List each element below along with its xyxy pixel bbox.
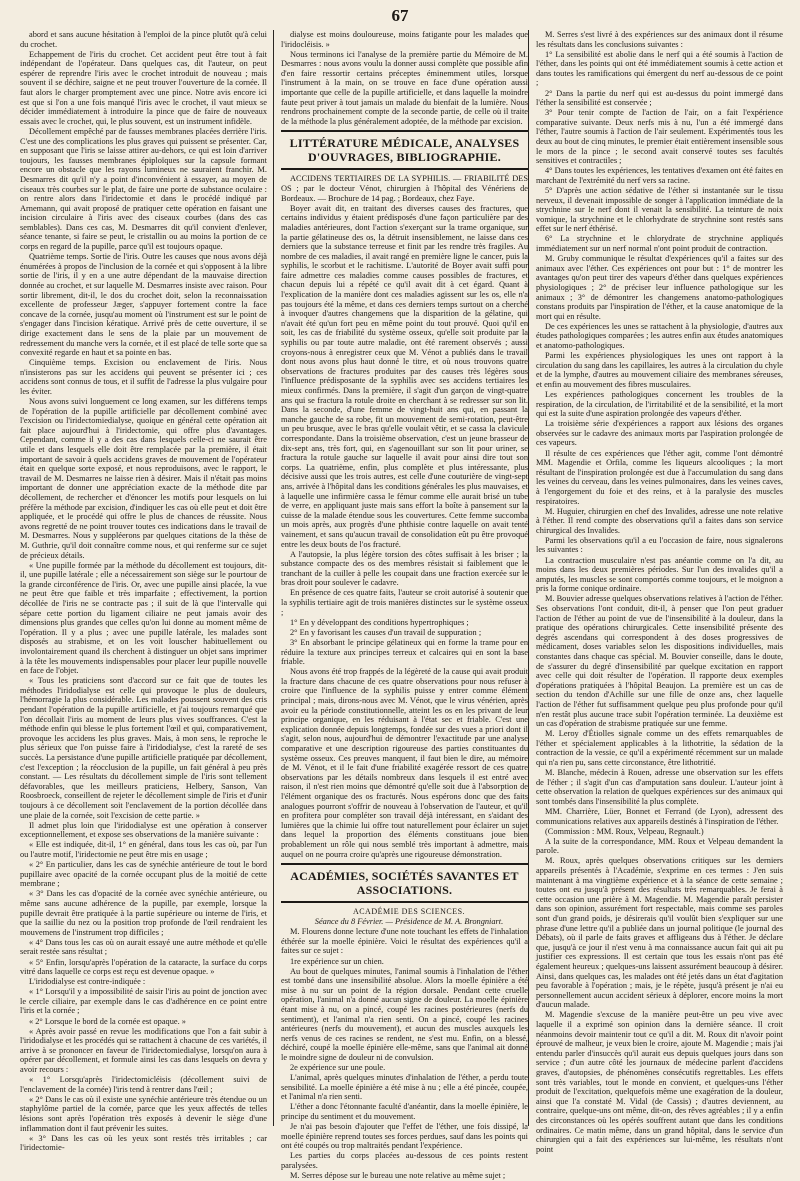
paragraph: M. Gruby communique le résultat d'expériences qu'il a faites sur des animaux avec l'éther. Ces expériences ont pour but : 1° de montrer les avantages qu'on peut tirer des vapeurs d'éther dans quelques expériences physiologiques ; 2° de préciser leur influence pathologique sur les animaux ; 3° de démontrer les changemens anatomo-pathologiques constans produits par l'inspiration de l'éther, et la cause anatomique de la mort qui en résulte. xyxy=(536,254,783,321)
column-right xyxy=(536,30,783,1154)
paragraph: Nous avons été trop frappés de la légèreté de la cause qui avait produit la fracture dans chacune de ces quatre observations pour nous refuser à croire que l'influence de la syphilis puisse y entrer comme élément principal ; mais, dirons-nous avec M. Vénot, que le virus vénérien, après avoir eu la période constitutionnelle, atteint les os en les privant de leur principe organique, en les réduisant à l'état sec et friable. C'est une explication donnée depuis longtemps, fondée sur des vues a priori dont il s'agit, selon nous, aujourd'hui de démontrer l'exactitude par une analyse comparative et une description rigoureuse des parties constituantes du système osseux. Ces preuves manquent, il faut bien le dire, au mémoire de M. Vénot, et il le fait d'une friabilité exagérée ressort de ces quatre observations par les détails nombreux dans lesquels il est entré avec raison, il n'est rien moins que démontré qu'elle soit due à l'absorption de l'élément organique des os fracturés. Nous espérons donc que des faits analogues pourront s'offrir de nouveau à l'observation de l'auteur, et qu'il en profitera pour compléter son travail déjà intéressant, en s'aidant des lumières que la chimie lui offre tout naturellement pour éclairer un sujet dans lequel la proportion des éléments constituans joue bien probablement un rôle qui nous semblé très important à admettre, mais auquel on ne pourra croire qu'après une rigoureuse démonstration. xyxy=(281,667,528,859)
paragraph: 6° La strychnine et le chlorydrate de strychnine appliqués immédiatement sur un nerf normal n'ont point produit de contraction. xyxy=(536,234,783,254)
column-left xyxy=(20,30,267,1153)
paragraph: (Commission : MM. Roux, Velpeau, Regnault.) xyxy=(545,826,704,836)
paragraph: En présence de ces quatre faits, l'auteur se croit autorisé à soutenir que la syphilis tertiaire agit de trois manières distinctes sur le système osseux ; xyxy=(281,588,528,617)
paragraph: abord et sans aucune hésitation à l'emploi de la pince plutôt qu'à celui du crochet. xyxy=(20,30,267,49)
academy-subheading: ACADÉMIE DES SCIENCES. xyxy=(352,907,466,917)
paragraph: M. Leroy d'Étiolles signale comme un des effets remarquables de l'éther et spécialement applicables à la lithotritie, la sédation de la contraction de la vessie, ce qu'il a expérimenté récemment sur un malade qui n'a rien pu, sans cette circonstance, être lithotritié. xyxy=(536,729,783,768)
paragraph: « 2° Lorsque le bord de la cornée est opaque. » xyxy=(29,1016,186,1026)
paragraph: 1° La sensibilité est abolie dans le nerf qui a été soumis à l'action de l'éther, dans les points qui ont été immédiatement soumis à cette action et dans toutes les ramifications qui émergent du nerf au-dessous de ce point ; xyxy=(536,49,783,88)
paragraph: dialyse est moins douloureuse, moins fatigante pour les malades que l'iridocléisis. » xyxy=(281,30,528,49)
paragraph: La contraction musculaire n'est pas anéantie comme on l'a dit, au moins dans les deux premières périodes. Sur l'un des invalides qu'il a amputés, les muscles se sont comportés comme toujours, et le moignon a pris la forme conique ordinaire. xyxy=(536,555,783,594)
paragraph: 5° D'après une action sédative de l'éther si instantanée sur le tissu nerveux, il devenait impossible de songer à l'application immédiate de la strychnine sur le nerf dont il venait la sensibilité. La teinture de noix vomique, la strychnine et le chlorhydrate de strychnine sont restés sans effet sur le nerf éthérisé. xyxy=(536,186,783,234)
paragraph: L'animal, après quelques minutes d'inhalation de l'éther, a perdu toute sensibilité. La moelle épinière a été mise à nu ; elle a été pincée, coupée, et l'animal n'a rien senti. xyxy=(281,1073,528,1102)
academies-body xyxy=(281,927,528,1180)
paragraph: 2° En y favorisant les causes d'un travail de suppuration ; xyxy=(290,627,482,637)
paragraph: Parmi les expériences physiologiques les unes ont rapport à la circulation du sang dans les capillaires, les autres à la circulation du chyle et de la lymphe, d'autres au mouvement ciliaire des membranes séreuses, et enfin au mouvement des fibres musculaires. xyxy=(536,351,783,389)
paragraph: Quatrième temps. Sortie de l'iris. Outre les causes que nous avons déjà énumérées à propos de l'inclusion de la cornée et qui s'opposent à la libre sortie de l'iris, il y en a une autre dépendant de la mauvaise direction donnée au crochet, et sur laquelle M. Desmarres insiste avec raison. Pour sortir librement, dit-il, le dos du crochet doit, selon la reconnaissation excellente de professeur Jæger, s'appuyer fortement contre la face concave de la cornée, jusqu'au moment où l'instrument est sur le point de s'engager dans l'incision kératique. Arrivé près de cette ouverture, il se dirige exactement dans le sens de la plaie par un mouvement de redressement du manche vers la cornée, et il est placé de telle sorte que sa convexité regarde en haut et sa pointe en bas. xyxy=(20,252,267,358)
paragraph: 4° Dans toutes les expériences, les tentatives d'examen ont été faites en marchant de l'extrémité du nerf vers sa racine. xyxy=(536,166,783,185)
paragraph: Boyer avait dit, en traitant des diverses causes des fractures, que certains individus y étaient prédisposés d'une façon particulière par des maladies antérieures, dont l'action s'exerçant sur la trame organique, sur la partie gélatineuse des os, la détruit insensiblement, ne laisse dans ces derniers que la substance terreuse et finit par les rendre très fragiles. Au nombre de ces maladies, il avait rangé en première ligne le cancer, puis la syphilis, le scorbut et le rachitisme. L'autorité de Boyer avait suffi pour faire admettre ces maladies comme causes possibles de fractures, et chacun depuis lui a répété ce qu'il avait dit à cet égard. Quant à l'explication de la manière dont ces maladies agissent sur les os, elle n'a pas toujours été la même, et dans ces derniers temps surtout on a cherché à invoquer d'autres changemens que la disparition de la gélatine, qui n'avait été qu'un fort peu en même point du tout prouvé. Quoi qu'il en soit, les cas de friabilité du système osseux, qu'elle soit produite par la syphilis ou par toute autre maladie, ont été rarement observés ; aussi croyons-nous à enregistrer ceux que M. Vénot a publiés dans le travail dont nous avons plus haut donné le titre, et où nous trouvons quatre observations de fractures produites par des causes très légères sous l'influence prédisposante de la syphilis avec ses accidens tertiaires les mieux confirmés. Dans la première, il s'agit d'un garçon de vingt-quatre ans qui se fractura la rotule droite en cherchant à se redresser sur son lit. Dans la seconde, d'une femme de vingt-huit ans qui, en passant la manche gauche de sa robe, fit un mouvement de semi-rotation, peut-être un peu brusque, avec le bras qu'elle voulait vêtir, et se cassa la clavicule correspondante. Dans la troisième observation, c'est un jeune brasseur de dix-sept ans, très fort, qui, en s'agenouillant sur son lit pour uriner, se fractura la rotule gauche sur laquelle il avait pour ainsi dire tout son corps. La quatrième, enfin, plus complète et plus intéressante, plus décisive aussi que les trois autres, est celle d'une couturière de vingt-sept ans, arrivée à l'hôpital dans les conditions générales les plus mauvaises, et à laquelle une infirmière cassa le fémur comme elle aurait brisé un tube de verre, en appliquant juste mais sans effort la boîte à pansement sur la cuisse de la malade étendue sous les couvertures. Cette femme succomba un mois après, aux progrès d'une phthisie contre laquelle on avait tenté vainement, et sans qu'aucun travail de consolidation eût pu être provoqué entre les deux bouts de l'os fracturé. xyxy=(281,203,528,549)
paragraph: M. Magendie s'excuse de la manière peut-être un peu vive avec laquelle il a exprimé son opinion dans la dernière séance. Il croit néanmoins devoir maintenir tout ce qu'il a dit. M. Roux dit n'avoir point éprouvé de malheur, je veux bien le croire, ajoute M. Magendie ; mais j'ai entendu parler d'insuccès qu'il aurait eus depuis quelques jours dans son service ; d'un autre côté les journaux de médecine parlent d'accidens graves, d'autopsies, de phénomènes consécutifs regrettables. Les effets sont très variables, tout le monde en convient, et quelques-uns l'éther produit de l'excitation, quelquefois même une exagération de la douleur, ainsi que l'a constaté M. Vidal (de Cassis) ; d'autres deviennent, au contraire, quelque-uns ont même, dit-on, des rêves agréables ; il y a enfin des circonstances où les opérés souffrent autant que dans les conditions ordinaires. Ce matin même, dans un grand hôpital, dans le service d'un chirurgien qui a fait des expériences sur lui-même, les résultats n'ont point xyxy=(536,1010,783,1154)
paragraph: « 1° Lorsqu'après l'iridectomicléisis (décollement suivi de l'enclavement de la cornée) l'iris tend à rentrer dans l'œil ; xyxy=(20,1075,267,1094)
paragraph: De ces expériences les unes se rattachent à la physiologie, d'autres aux études pathologiques comparées ; les autres enfin aux études anatomiques et anatomo-pathologiques. xyxy=(536,321,783,350)
paragraph: Décollement empêché par de fausses membranes placées derrière l'iris. C'est une des complications les plus graves qui puissent se présenter. Car, en supposant que l'iris se laisse attirer au-dehors, ce qui est loin d'arriver toujours, les fausses membranes épiploïques sur la capsule formant encore un obstacle que les rayons lumineux ne sauraient franchir. M. Desmarres dit qu'il n'y a point d'inconvénient à essayer, au moyen de ciseaux très courbes sur le plat, de faire une porte de substance oculaire : on rentre alors dans l'iridectomie et dans le procédé indiqué par Arnemann, qui avait proposé de pratiquer cette opération en faisant une incision circulaire à l'iris avec des ciseaux courbes (dans des cas semblables). Dans ces cas, M. Desmarres dit qu'il convient d'enlever, séance tenante, si faire se peut, le cristallin ou au moins la portion de ce corps en regard de la pupille, parce qu'il est toujours opaque. xyxy=(20,126,267,252)
paragraph: « 3° Dans les cas où les yeux sont restés très irritables ; car l'iridectomie- xyxy=(20,1133,267,1153)
paragraph: « Elle est indiquée, dit-il, 1° en général, dans tous les cas où, par l'un ou l'autre motif, l'iridectomie ne peut être mis en usage ; xyxy=(20,840,267,859)
paragraph: L'éther a donc l'étonnante faculté d'anéantir, dans la moelle épinière, le principe du sentiment et du mouvement. xyxy=(281,1102,528,1122)
paragraph: 1° En y développant des conditions hypertrophiques ; xyxy=(290,617,469,627)
paragraph: MM. Charrière, Lüer, Bonnet et Ferrand (de Lyon), adressent des communications relatives aux appareils destinés à l'inspiration de l'éther. xyxy=(536,807,783,826)
paragraph: M. Huguier, chirurgien en chef des Invalides, adresse une note relative à l'éther. Il rend compte des observations qu'il a faites dans son service chirurgical des Invalides. xyxy=(536,506,783,535)
paragraph: Parmi les observations qu'il a eu l'occasion de faire, nous signalerons les suivantes : xyxy=(536,535,783,555)
paragraph: A la suite de la correspondance, MM. Roux et Velpeau demandent la parole. xyxy=(536,836,783,856)
paragraph: Nous avons suivi longuement ce long examen, sur les différens temps de l'opération de la pupille artificielle par décollement combiné avec l'excision ou l'iridectomiedialyse, quoique en général cette opération ait fait place aujourd'hui à l'iridectomie, qui offre plus d'avantages. Cependant, comme il y a des cas dans lesquels celle-ci ne saurait être utile et dans lesquels elle doit être remplacée par la première, il était important de savoir à quels accidens graves de mouvement de l'opérateur était en quelque sorte exposé, et nous reproduisons, avec le rapport, le travail de M. Desmarres ne laisse rien à désirer. Mais il n'était pas moins important de donner une appréciation exacte de la méthode dite par décollement, de rechercher et d'énoncer les motifs pour lesquels on lui préfère la méthode par excision, d'indiquer les cas où elle peut et doit être appliquée, et le procédé qui offre le plus de chances de réussite. Nous avons regretté de ne point trouver toutes ces indications dans le travail de M. Desmarres. Nous y suppléerons par quelques citations de la thèse de M. Guthrie, qu'il doit connaître comme nous, et qui renferme sur ce sujet de précieux détails. xyxy=(20,397,267,560)
paragraph: « 2° Dans le cas où il existe une synéchie antérieure très étendue ou un staphylôme partiel de la cornée, parce que les yeux affectés de telles lésions sont après l'opération très exposés à devenir le siège d'une inflammation dont il faut prévenir les suites. xyxy=(20,1094,267,1133)
column-divider xyxy=(273,30,274,1126)
paragraph: 2e expérience sur une poule. xyxy=(290,1063,386,1073)
paragraph: Echappement de l'iris du crochet. Cet accident peut être tout à fait indépendant de l'opérateur. Dans quelques cas, dit l'auteur, on peut espérer de reprendre l'iris avec le crochet introduit de nouveau ; mais souvent il se déchire, saigne et ne peut trouver l'ouverture de la cornée. Il faut alors le charger promptement avec une pince. Notre avis encore ici est que si l'on a une fois manqué l'iris avec le crochet, il vaut mieux se décider immédiatement à introduire la pince que de faire de nouveaux essais avec le crochet, qui, le plus souvent, est un instrument infidèle. xyxy=(20,49,267,126)
paragraph: « 1° Lorsqu'il y a impossibilité de saisir l'iris au point de jonction avec le cercle ciliaire, par exemple dans le cas d'adhérence en ce point entre l'iris et la cornée ; xyxy=(20,987,267,1016)
paragraph: « Après avoir passé en revue les modifications que l'on a fait subir à l'iridodialyse et les procédés qui se rattachent à chacune de ces variétés, il arrive à se prononcer en faveur de l'iridectomiedialyse, lorsqu'on aura à opérer par décollement, et formule ainsi les cas dans lesquels on devra y avoir recours : xyxy=(20,1026,267,1075)
paragraph: M. Serres s'est livré à des expériences sur des animaux dont il résume les résultats dans les conclusions suivantes : xyxy=(536,30,783,49)
paragraph: « Une pupille formée par la méthode du décollement est toujours, dit-il, une pupille latérale ; elle a nécessairement son siège sur le pourtour de la grande circonférence de l'iris. Or, avec une pupille ainsi placée, la vue ne peut être que faible et très imparfaite ; effectivement, la portion décollée de l'iris ne se contracte pas ; il suit de là que l'intervalle qui sépare cette portion du ligament ciliaire ne peut jamais avoir des dimensions plus grandes que celles qu'on lui donne au moment même de l'opération. Il y a plus ; avec une pupille latérale, les malades sont disposés au strabisme, et on les voit louscher habituellement ou involontairement quand ils cherchent à distinguer un objet sans imprimer à la tête les mouvements indispensables pour placer leur pupille nouvelle en face de l'objet. xyxy=(20,560,267,676)
paragraph: M. Flourens donne lecture d'une note touchant les effets de l'inhalation éthérée sur la moelle épinière. Voici le résultat des expériences qu'il a faites sur ce sujet : xyxy=(281,927,528,956)
paragraph: M. Blanche, médecin à Rouen, adresse une observation sur les effets de l'éther ; il s'agit d'un cas d'amputation sans douleur. L'auteur joint à cette observation la relation de quelques expériences sur des animaux qui sont tombés dans l'insensibilité la plus complète. xyxy=(536,768,783,806)
paragraph: « Tous les praticiens sont d'accord sur ce fait que de toutes les méthodes l'iridodialyse est celle qui provoque le plus de douleurs, l'hémorragie la plus considérable. Les malades poussent souvent des cris pendant l'opération de la pupille artificielle, et j'ai toujours remarqué que l'on décollait l'iris au moment de leurs plus vives souffrances. C'est la méthode enfin qui blesse le plus fortement l'œil et qui, comparativement, provoque les accidens les plus graves. Mais, à mon sens, le reproche le plus sérieux que l'on puisse faire à l'iridodialyse, c'est la rareté de ses succès. La persistance d'une pupille artificielle pratiquée par décollement, c'est l'exception ; la réocclusion de la pupille, un fait général à peu près constant. — Les résultats du décollement simple de l'iris sont tellement défavorables, que les meilleurs praticiens, Helbery, Sanson, Van Roosbroeck, conseillent de rejeter le décollement simple de l'iris et d'unir toujours à ce décollement soit l'enclavement de la portion décollée dans une plaie de la cornée, soit l'excision de cette partie. » xyxy=(20,676,267,820)
paragraph: A l'autopsie, la plus légère torsion des côtes suffisait à les briser ; la substance compacte des os des membres résistait si faiblement que le tranchant de la cuiller à pelle les coupait dans une fraction exercée sur le bras droit pour soulever le cadavre. xyxy=(281,549,528,588)
page-number: 67 xyxy=(391,6,409,25)
paragraph: Les expériences pathologiques concernent les troubles de la respiration, de la circulation, de l'irritabilité et de la sensibilité, et la mort qui est la suite d'une aspiration prolongée des vapeurs d'éther. xyxy=(536,389,783,419)
paragraph: La troisième série d'expériences a rapport aux lésions des organes observées sur le cadavre des animaux morts par l'aspiration prolongée de ces vapeurs. xyxy=(536,419,783,448)
paragraph: Je n'ai pas besoin d'ajouter que l'effet de l'éther, une fois dissipé, la moelle épinière reprend toutes ses forces perdues, sauf dans les points qui ont été coupés ou trop maltraités pendant l'expérience. xyxy=(281,1122,528,1151)
paragraph: L'iridodialyse est contre-indiquée : xyxy=(29,977,146,987)
section-heading-academies: ACADÉMIES, SOCIÉTÉS SAVANTES ET ASSOCIATIONS. xyxy=(281,863,528,903)
paragraph: Les parties du corps placées au-dessous de ces points restent paralysées. xyxy=(281,1151,528,1171)
literature-body xyxy=(281,174,528,859)
paragraph: « 3° Dans les cas d'opacité de la cornée avec synéchie antérieure, ou même sans aucune adhérence de la pupille, par exemple, lorsque la pupille devrait être pratiquée à la partie supérieure ou interne de l'iris, et que la saillie du nez ou la position trop profonde de l'œil rendraient les mouvemens de l'instrument trop difficiles ; xyxy=(20,889,267,937)
paragraph: « 2° En particulier, dans les cas de synéchie antérieure de tout le bord pupillaire avec opacité de la cornée occupant plus de la moitié de cette membrane ; xyxy=(20,860,267,889)
section-heading-literature: LITTÉRATURE MÉDICALE, ANALYSES D'OUVRAGES, BIBLIOGRAPHIE. xyxy=(281,130,528,170)
paragraph: Nous terminons ici l'analyse de la première partie du Mémoire de M. Desmarres : nous avons voulu la donner aussi complète que possible afin d'en faire ressortir certains préceptes éminemment utiles, lorsque l'instrument à la main, on se trouve en face d'une opération aussi importante que celle de la pupille artificielle, et dans laquelle la moindre faute peut priver à tout jamais un malade du bienfait de la lumière. Nous rendrons prochainement compte de la seconde partie, de celle où il traite de la méthode la plus généralement adoptée, de la méthode par excision. xyxy=(281,49,528,126)
paragraph: M. Roux, après quelques observations critiques sur les derniers appareils présentés à l'Académie, s'exprime en ces termes : J'en suis maintenant à ma vingtième expérience et à la séance de cette semaine ; toutes ont eu jusqu'à présent des résultats très remarquables. Je ferai à cette occasion une prière à M. Magendie. M. Magendie paraît persister dans son opinion, assurément fort respectable, mais comme ses paroles sont d'un grand poids, je désirerais qu'il voulût bien s'expliquer sur une phrase d'une lettre qu'il a publiée dans un journal politique (le journal des Débats), où il parle de faits graves et affligeans dus à l'éther. Je déclare que, jusqu'à ce jour il n'est venu à ma connaissance aucun fait qui ait pu justifier ces expressions. Il est certain que tous les essais n'ont pas été également heureux ; quelques-uns laissent assurément beaucoup à désirer. Ainsi, dans quelques cas, les malades ont été jetés dans un état d'agitation peu favorable à l'opération ; mais, je le répète, jusqu'à présent je n'ai eu personnellement aucun accident sérieux à déplorer, encore moins la mort d'aucun malade. xyxy=(536,856,783,1010)
paragraph: 2° Dans la partie du nerf qui est au-dessus du point immergé dans l'éther la sensibilité est conservée ; xyxy=(536,88,783,108)
paragraph: Au bout de quelques minutes, l'animal soumis à l'inhalation de l'éther est tombé dans une insensibilité absolue. Alors la moelle épinière a été mise à nu sur un point de la région dorsale. Pendant cette cruelle opération, l'animal n'a donné aucun signe de douleur. La moelle épinière étant mise à nu, on a pincé, coupé les racines postérieures (nerfs du sentiment), et l'animal n'a rien senti. On a pincé, coupé les racines antérieures (nerfs du mouvement), et aucun des muscles auxquels les nerfs venus de ces racines se rendent, ne s'est mu. Enfin, on a blessé, déchiré, coupé la moelle épinière elle-même, sans que l'animal ait donné le moindre signe de douleur ni de convulsion. xyxy=(281,966,528,1062)
paragraph: Cinquième temps. Excision ou enclavement de l'iris. Nous n'insisterons pas sur les accidens qui peuvent se présenter ici ; ces accidens sont connus de tous, et il suffit de l'adresse la plus vulgaire pour les éviter. xyxy=(20,358,267,396)
paragraph: 3° Pour tenir compte de l'action de l'air, on a fait l'expérience comparative suivante. Deux nerfs mis à nu, l'un a été immergé dans l'éther, l'autre soumis à l'action de l'air seulement. Expérimentés tous les deux au bout de cinq minutes, le premier était entièrement insensible sous le mors de la pince ; le second avait conservé toutes ses facultés sensitives et contractiles ; xyxy=(536,108,783,166)
paragraph: « 4° Dans tous les cas où on aurait essayé une autre méthode et qu'elle serait restée sans résultat ; xyxy=(20,937,267,957)
column-divider xyxy=(528,30,529,1126)
paragraph: 1re expérience sur un chien. xyxy=(290,956,384,966)
paragraph: ACCIDENS TERTIAIRES DE LA SYPHILIS. — FRIABILITÉ DES OS ; par le docteur Vénot, chirurgien à l'hôpital des Vénériens de Bordeaux. — Brochure de 14 pag. ; Bordeaux, chez Faye. xyxy=(281,174,528,203)
paragraph: M. Serres dépose sur le bureau une note relative au même sujet ; xyxy=(290,1171,506,1181)
session-line: Séance du 8 Février. — Présidence de M. A. Brongniart. xyxy=(314,917,504,927)
column-middle xyxy=(281,30,528,1181)
paragraph: Il admet plus loin que l'iridodialyse est une opération à conserver exceptionnellement, et expose ses observations de la manière suivante : xyxy=(20,820,267,840)
paragraph: Il résulte de ces expériences que l'éther agit, comme l'ont démontré MM. Magendie et Orfila, comme les liqueurs alcooliques ; la mort résultant de l'inspiration prolongée est due à l'accumulation du sang dans les veines du cerveau, dans les veines pulmonaires, dans les veines caves, à l'engorgement du foie et des reins, et à la paralysie des muscles respiratoires. xyxy=(536,448,783,506)
paragraph: 3° En absorbant le principe gélatineux qui en forme la trame pour en réduire la texture aux principes terreux et calcaires qui en sont la base friable. xyxy=(281,637,528,667)
paragraph: M. Bouvier adresse quelques observations relatives à l'action de l'éther. Ses observations l'ont conduit, dit-il, à penser que l'on peut graduer l'action de l'éther au point de vue de l'insensibilité à la douleur, dans la pratique des opérations chirurgicales. Cette insensibilité présente des degrés ascendans qui correspondent à des doses progressives de médicament, doses variables selon les dispositions individuelles, mais constantes dans chaque cas spécial. M. Bouvier conseille, dans le doute, de s'assurer du degré d'insensibilité par quelque excitation en rapport avec celle qui doit résulter de l'opération. Il rapporte deux exemples d'opérations pratiquées à l'hôpital Beaujon. La première est un cas de section du tendon d'Achille sur une fille de onze ans, chez laquelle l'action de l'éther fut suffisamment quelque peu plus profonde pour qu'il n'en restât plus aucune trace subit l'opération terminée. La deuxième est un cas d'opération de strabisme pratiquée sur une femme. xyxy=(536,594,783,729)
paragraph: « 5° Enfin, lorsqu'après l'opération de la cataracte, la surface du corps vitré dans laquelle ce corps est reçu est devenue opaque. » xyxy=(20,957,267,977)
intro-block xyxy=(281,30,528,126)
